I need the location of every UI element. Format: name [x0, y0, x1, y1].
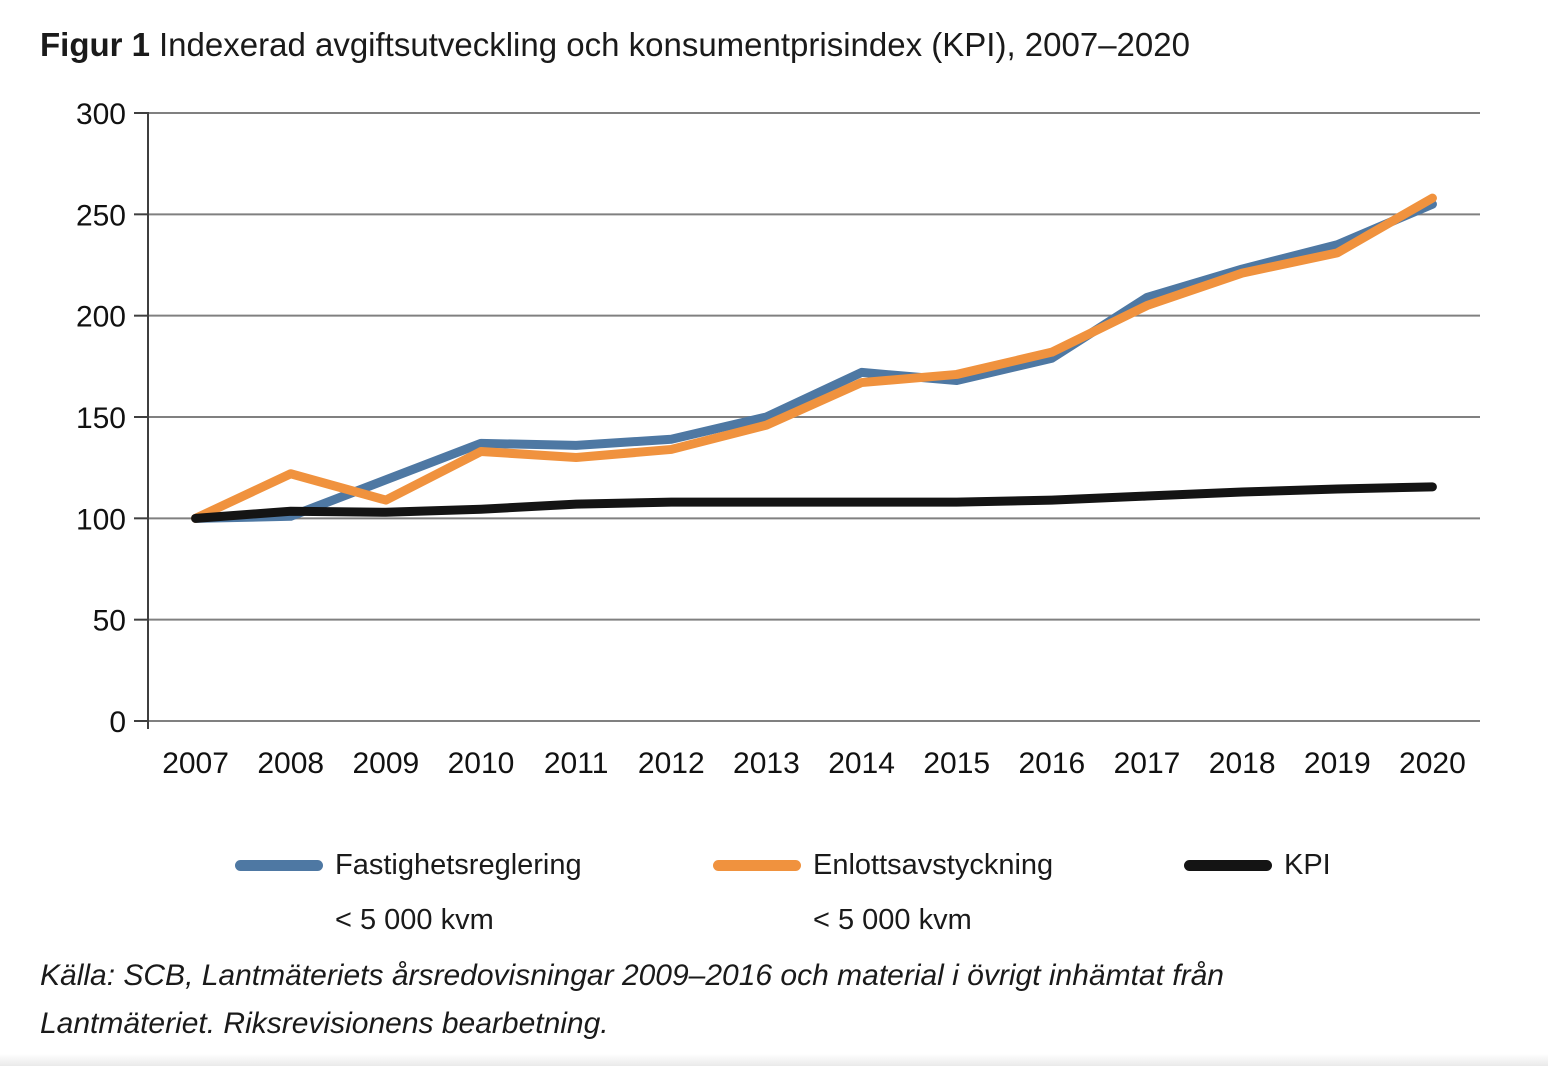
legend-label-line1: KPI [1284, 849, 1331, 881]
legend-item-kpi [1184, 838, 1331, 893]
figure-number: Figur 1 [40, 26, 151, 63]
y-axis-label: 300 [75, 98, 126, 131]
page-bottom-edge [0, 1054, 1548, 1066]
x-axis-label: 2013 [733, 747, 800, 780]
legend-label-line1: Enlottsavstyckning [813, 849, 1054, 881]
x-axis-label: 2016 [1018, 747, 1086, 780]
series-line-enlottsavstyckning [196, 198, 1433, 518]
source-line1: Källa: SCB, Lantmäteriets årsredovisningar 2009–2016 och material i övrigt inhämtat från [40, 959, 1224, 992]
y-axis-label: 250 [75, 199, 126, 233]
legend-swatch-kpi [1184, 860, 1272, 871]
y-axis-label: 200 [75, 300, 126, 334]
legend-swatch-fastighetsreglering [235, 860, 323, 871]
legend-label [813, 838, 1053, 948]
legend-item-fastighetsreglering [235, 838, 582, 948]
source-line2: Lantmäteriet. Riksrevisionens bearbetning. [40, 1007, 609, 1040]
x-axis-label: 2007 [162, 747, 229, 780]
x-axis-label: 2010 [447, 747, 515, 780]
figure-title-text: Indexerad avgiftsutveckling och konsumentprisindex (KPI), 2007–2020 [159, 26, 1190, 63]
x-axis-label: 2014 [828, 747, 895, 780]
legend-swatch-enlottsavstyckning [713, 860, 801, 871]
x-axis-label: 2008 [257, 747, 325, 780]
series-line-fastighetsreglering [196, 204, 1433, 518]
x-axis-label: 2017 [1113, 747, 1181, 780]
legend-label-line2: < 5 000 kvm [813, 904, 972, 936]
x-axis-label: 2012 [637, 747, 705, 780]
x-axis-label: 2019 [1303, 747, 1371, 780]
legend-label [335, 838, 582, 948]
legend-item-enlottsavstyckning [713, 838, 1053, 948]
x-axis-label: 2018 [1208, 747, 1276, 780]
legend-label-line2: < 5 000 kvm [335, 904, 494, 936]
x-axis-label: 2011 [543, 747, 609, 780]
y-axis-label: 50 [92, 604, 126, 638]
y-axis-label: 0 [109, 706, 126, 739]
x-axis-label: 2009 [352, 747, 420, 780]
y-axis-label: 150 [75, 402, 126, 435]
y-axis-label: 100 [75, 503, 126, 537]
x-axis-label: 2020 [1399, 747, 1466, 780]
legend-label [1284, 838, 1331, 893]
legend-label-line1: Fastighetsreglering [335, 849, 582, 881]
x-axis-label: 2015 [923, 747, 991, 780]
source-note [40, 952, 1224, 1048]
